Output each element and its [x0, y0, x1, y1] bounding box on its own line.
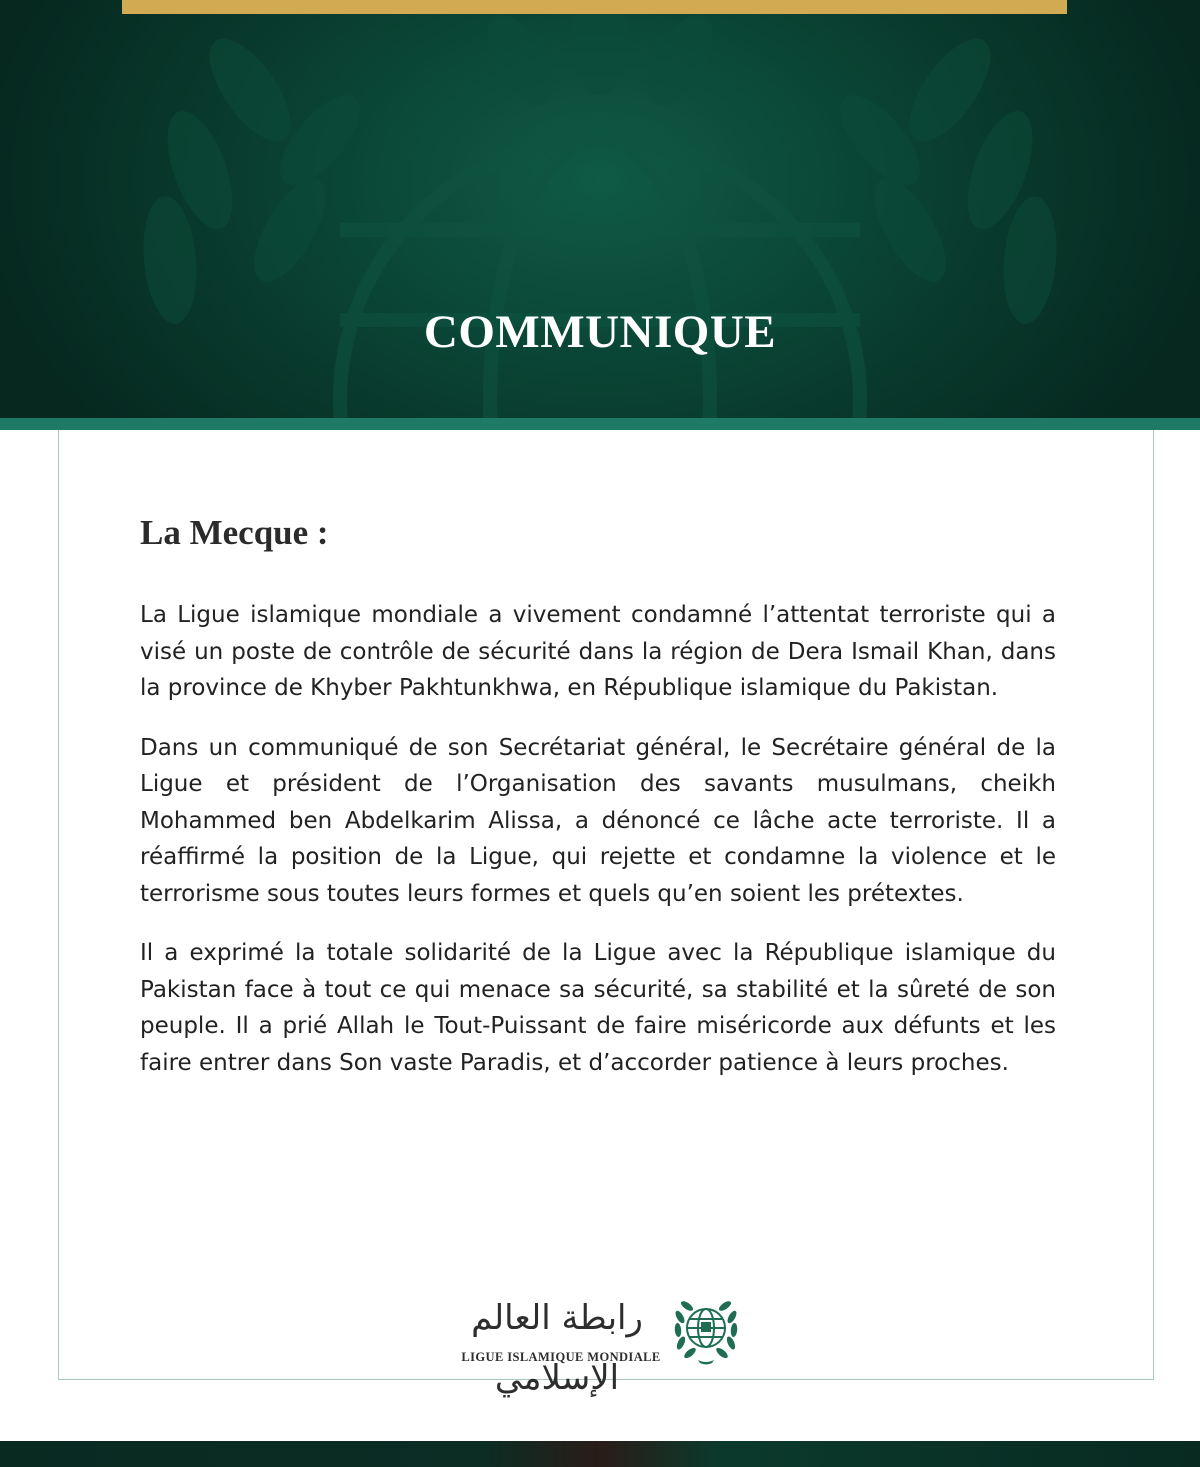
page-title: COMMUNIQUE [423, 306, 777, 358]
dateline-place: La Mecque : [140, 513, 329, 552]
globe-laurel-emblem-icon [668, 1290, 744, 1366]
header-divider [0, 418, 1200, 430]
organization-logo [450, 1288, 750, 1398]
paragraph-2: Dans un communiqué de son Secrétariat général, le Secrétaire général de la Ligue et président de l’Organisation des savants musulmans, cheikh Mohammed ben Abdelkarim Alissa, a dénoncé ce lâche acte terroriste. Il a réaffirmé la position de la Ligue, qui rejette et condamne la violence et le terrorisme sous toutes leurs formes et quels qu’en soient les prétextes. [140, 734, 1056, 907]
document-body [140, 597, 1056, 1104]
gold-top-bar [122, 0, 1067, 14]
logo-latin-name: LIGUE ISLAMIQUE MONDIALE [461, 1350, 661, 1364]
footer-band [0, 1441, 1200, 1467]
header-banner [0, 0, 1200, 418]
logo-arabic-name: رابطة العالم الإسلامي [471, 1298, 643, 1398]
paragraph-1: La Ligue islamique mondiale a vivement condamné l’attentat terroriste qui a visé un poste de contrôle de sécurité dans la région de Dera Ismail Khan, dans la province de Khyber Pakhtunkhwa, en République islamique du Pakistan. [140, 602, 1056, 701]
paragraph-3: Il a exprimé la totale solidarité de la Ligue avec la République islamique du Pakistan face à tout ce qui menace sa sécurité, sa stabilité et la sûreté de son peuple. Il a prié Allah le Tout-Puissant de faire miséricorde aux défunts et les faire entrer dans Son vaste Paradis, et d’accorder patience à leurs proches. [140, 940, 1056, 1076]
